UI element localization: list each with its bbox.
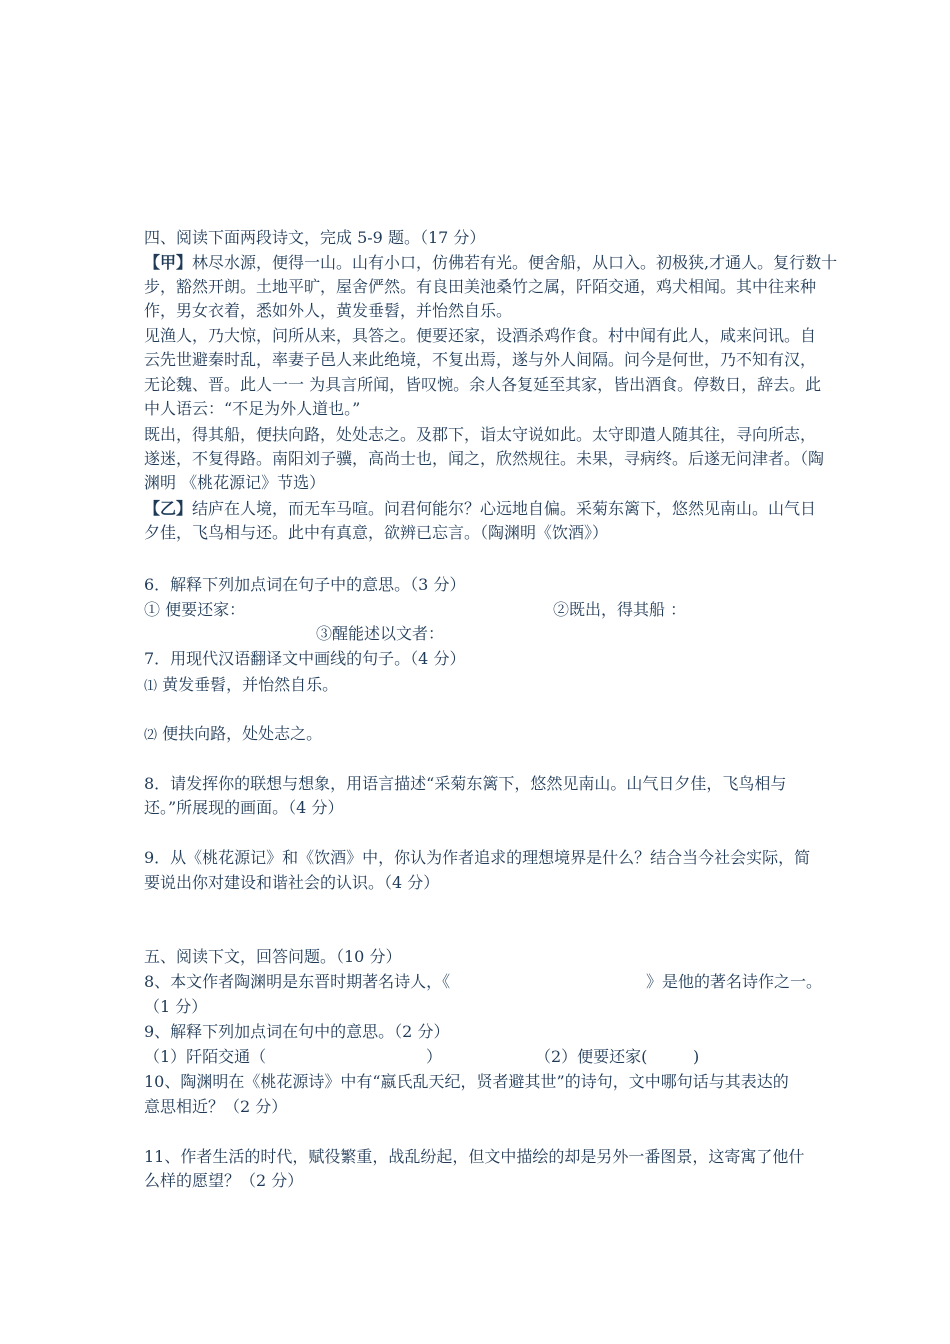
passage-jia-line-7: 中人语云：“不足为外人道也。” [144, 399, 361, 418]
s5-q9-item-2-open: （2）便要还家( [535, 1047, 648, 1066]
section4-heading: 四、阅读下面两段诗文，完成 5-9 题。（17 分） [144, 228, 486, 247]
section5-heading: 五、阅读下文，回答问题。（10 分） [144, 947, 402, 966]
passage-jia-line-1: 【甲】林尽水源，便得一山。山有小口，仿佛若有光。便舍船，从口入。初极狭,才通人。复行数十 [144, 253, 838, 272]
passage-jia-line-8: 既出，得其船，便扶向路，处处志之。及郡下，诣太守说如此。太守即遣人随其往，寻向所志， [144, 425, 817, 444]
passage-jia-line-5: 云先世避秦时乱，率妻子邑人来此绝境，不复出焉，遂与外人间隔。问今是何世，乃不知有汉， [144, 350, 817, 369]
q6-item-3: ③醒能述以文者： [316, 624, 445, 643]
passage-yi-line-1: 【乙】结庐在人境，而无车马喧。问君何能尔？心远地自偏。采菊东篱下，悠然见南山。山气日 [144, 499, 817, 518]
passage-jia-line-2: 步，豁然开朗。土地平旷，屋舍俨然。有良田美池桑竹之属，阡陌交通，鸡犬相闻。其中往来种 [144, 277, 817, 296]
s5-q8-part-1: 8、本文作者陶渊明是东晋时期著名诗人，《 [144, 972, 451, 991]
passage-yi-label: 【乙】 [144, 499, 193, 518]
passage-jia-line-4: 见渔人，乃大惊，问所从来，具答之。便要还家，设酒杀鸡作食。村中闻有此人，咸来问讯。自 [144, 326, 817, 345]
q8-line-2: 还。”所展现的画面。（4 分） [144, 798, 344, 817]
q7-title: 7．用现代汉语翻译文中画线的句子。（4 分） [144, 649, 466, 668]
q6-item-1: ① 便要还家： [144, 600, 246, 619]
s5-q9-title: 9、解释下列加点词在句中的意思。（2 分） [144, 1022, 450, 1041]
q7-item-2: ⑵ 便扶向路，处处志之。 [144, 724, 323, 743]
q9-line-2: 要说出你对建设和谐社会的认识。（4 分） [144, 873, 440, 892]
s5-q8-part-2: 》是他的著名诗作之一。 [646, 972, 823, 991]
s5-q9-item-1-open: （1）阡陌交通（ [144, 1047, 267, 1066]
q7-item-1: ⑴ 黄发垂髫，并怡然自乐。 [144, 675, 339, 694]
s5-q10-line-1: 10、陶渊明在《桃花源诗》中有“嬴氏乱天纪，贤者避其世”的诗句，文中哪句话与其表达的 [144, 1072, 789, 1091]
q8-line-1: 8．请发挥你的联想与想象，用语言描述“采菊东篱下，悠然见南山。山气日夕佳，飞鸟相与 [144, 774, 787, 793]
s5-q9-item-2-close: ) [693, 1047, 700, 1066]
s5-q11-line-1: 11、作者生活的时代，赋役繁重，战乱纷起，但文中描绘的却是另外一番图景，这寄寓了他什 [144, 1147, 805, 1166]
s5-q11-line-2: 么样的愿望？（2 分） [144, 1171, 304, 1190]
passage-jia-line-10: 渊明 《桃花源记》节选） [144, 473, 326, 492]
q6-item-2: ②既出，得其船 ： [553, 600, 687, 619]
s5-q10-line-2: 意思相近？（2 分） [144, 1097, 288, 1116]
q6-title: 6．解释下列加点词在句子中的意思。（3 分） [144, 575, 466, 594]
passage-jia-line-6: 无论魏、晋。此人一一 为具言所闻，皆叹惋。余人各复延至其家，皆出酒食。停数日，辞去。此 [144, 375, 822, 394]
passage-jia-line-3: 作，男女衣着，悉如外人，黄发垂髫，并怡然自乐。 [144, 301, 513, 320]
s5-q8-score: （1 分） [144, 997, 208, 1016]
q9-line-1: 9．从《桃花源记》和《饮酒》中，你认为作者追求的理想境界是什么？结合当今社会实际，简 [144, 848, 811, 867]
passage-jia-label: 【甲】 [144, 253, 193, 272]
s5-q9-item-1-close: ） [426, 1047, 443, 1066]
passage-yi-line-2: 夕佳，飞鸟相与还。此中有真意，欲辨已忘言。（陶渊明《饮酒》） [144, 523, 609, 542]
passage-jia-line-9: 遂迷，不复得路。南阳刘子骥，高尚士也，闻之，欣然规往。未果，寻病终。后遂无问津者。（陶 [144, 449, 825, 468]
